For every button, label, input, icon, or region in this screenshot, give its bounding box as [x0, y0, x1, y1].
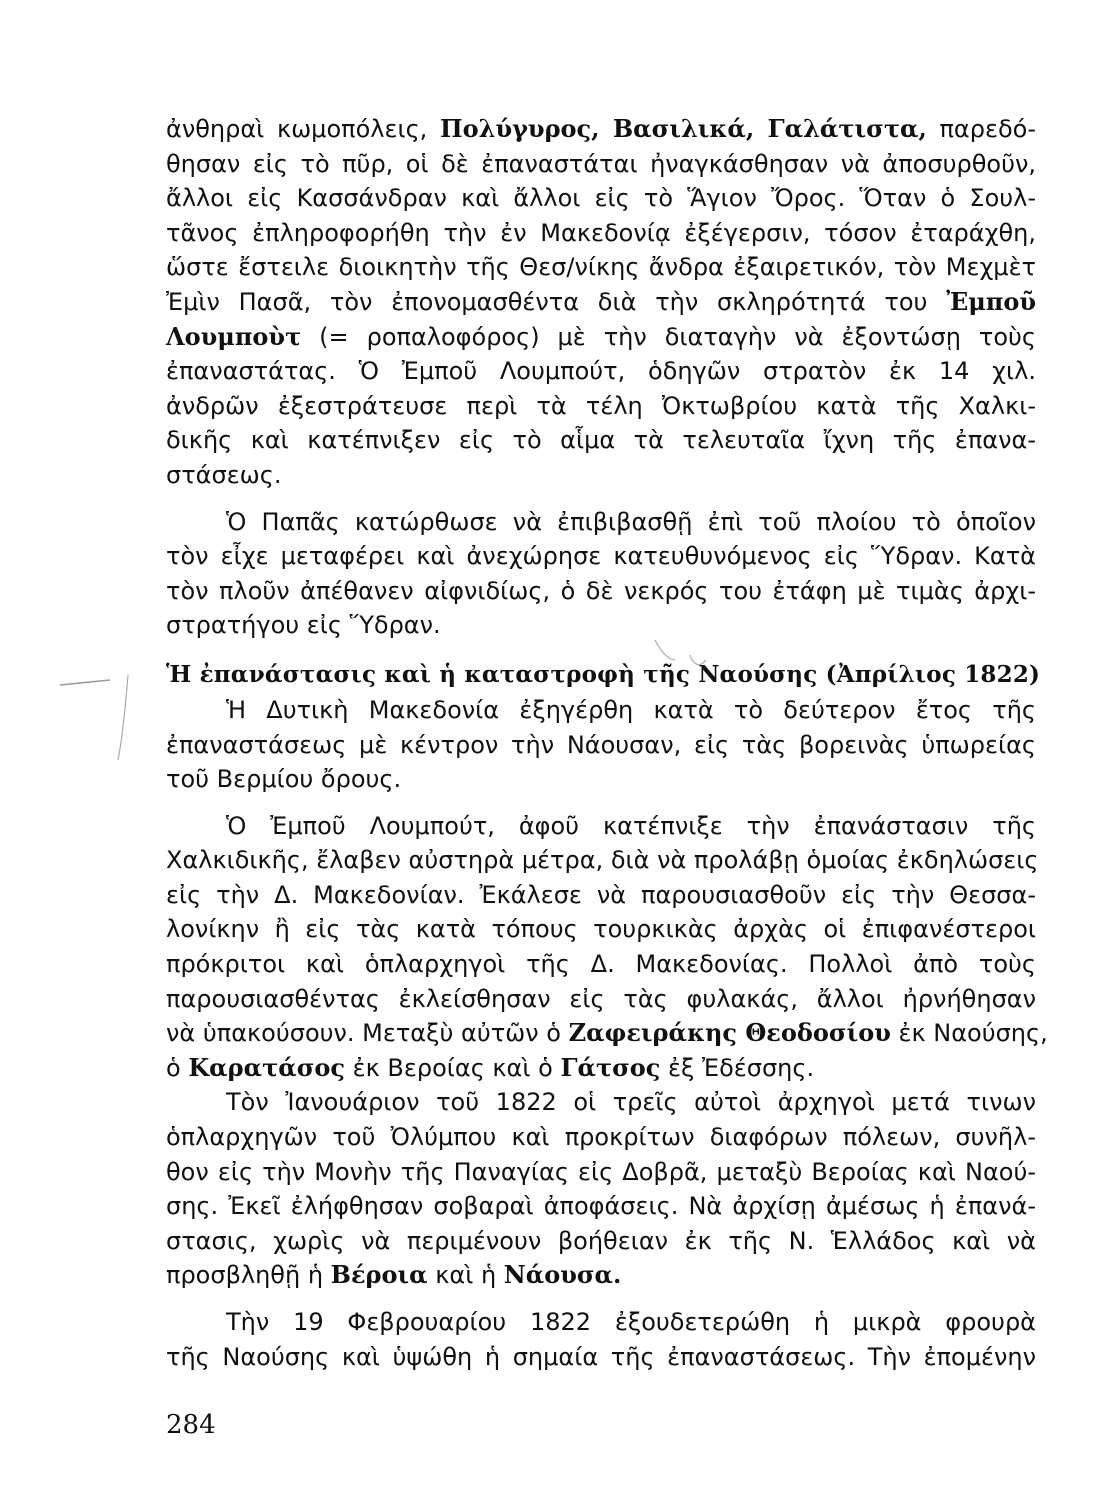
- text-line: [166, 1305, 1036, 1340]
- text-line: [166, 982, 1036, 1017]
- text-span: ἀνθηραὶ κωμοπόλεις,: [166, 115, 440, 143]
- text-line: [166, 843, 1039, 878]
- text-span: ἐπαναστάσεως μὲ κέντρον τὴν Νάουσαν, εἰς τὰς βορεινὰς ὑπωρείας: [166, 730, 1036, 759]
- text-span: προσβληθῇ ἡ: [166, 1261, 331, 1290]
- pencil-dash-mark: [60, 680, 110, 685]
- text-span: ἐκ Ναούσης,: [890, 1019, 1048, 1048]
- text-line: [166, 809, 1036, 844]
- paragraph-5: [166, 1085, 1036, 1293]
- bold-text: Ζαφειράκης Θεοδοσίου: [568, 1018, 891, 1048]
- text-span: Χαλκιδικῆς, ἔλαβεν αὐστηρὰ μέτρα, διὰ νὰ προλάβῃ ὁμοίας ἐκδηλώσεις: [166, 846, 1039, 875]
- text-span: (= ροπαλοφόρος) μὲ τὴν διαταγὴν νὰ ἐξοντώσῃ τοὺς: [301, 322, 1036, 351]
- text-line: [166, 1155, 1036, 1190]
- bold-text: Πολύγυρος, Βασιλικά, Γαλάτιστα,: [439, 114, 927, 143]
- text-span: θησαν εἰς τὸ πῦρ, οἱ δὲ ἐπαναστάται ἠναγκάσθησαν νὰ ἀποσυρθοῦν,: [166, 149, 1036, 178]
- text-line: [166, 947, 1036, 982]
- text-line: [166, 147, 1036, 182]
- text-span: στασις, χωρὶς νὰ περιμένουν βοήθειαν ἐκ τῆς Ν. Ἑλλάδος καὶ νὰ: [166, 1226, 1036, 1255]
- text-span: ὁπλαρχηγῶν τοῦ Ὀλύμπου καὶ προκρίτων διαφόρων πόλεων, συνῆλ-: [166, 1123, 1036, 1152]
- bold-text: Νάουσα.: [503, 1260, 622, 1290]
- page-body: [166, 112, 1048, 1374]
- text-line: [166, 389, 1036, 424]
- text-span: τὸν εἶχε μεταφέρει καὶ ἀνεχώρησε κατευθυνόμενος εἰς Ὕδραν. Κατὰ: [166, 542, 1036, 571]
- text-span: ὁ: [166, 1053, 189, 1082]
- text-line: [166, 1224, 1036, 1259]
- text-span: νὰ ὑπακούσουν. Μεταξὺ αὐτῶν ὁ: [166, 1019, 569, 1048]
- text-span: καὶ ἡ: [427, 1261, 504, 1290]
- text-line: [166, 728, 1036, 763]
- text-line: [166, 878, 1036, 913]
- paragraph-6: [166, 1305, 1036, 1374]
- text-span: ἄλλοι εἰς Κασσάνδραν καὶ ἄλλοι εἰς τὸ Ἅγιον Ὄρος. Ὅταν ὁ Σουλ-: [166, 184, 1036, 213]
- text-line: [166, 216, 1036, 251]
- text-span: ἀνδρῶν ἐξεστράτευσε περὶ τὰ τέλη Ὀκτωβρίου κατὰ τῆς Χαλκι-: [166, 391, 1036, 420]
- text-span: λονίκην ἢ εἰς τὰς κατὰ τόπους τουρκικὰς ἀρχὰς οἱ ἐπιφανέστεροι: [166, 915, 1036, 944]
- text-line: [166, 1051, 1036, 1086]
- text-span: τᾶνος ἐπληροφορήθη τὴν ἐν Μακεδονίᾳ ἐξέγερσιν, τόσον ἐταράχθη,: [166, 218, 1036, 247]
- text-line: [166, 912, 1036, 947]
- text-span: δικῆς καὶ κατέπνιξεν εἰς τὸ αἷμα τὰ τελευταῖα ἴχνη τῆς ἐπανα-: [166, 426, 1036, 455]
- text-span: τὸν πλοῦν ἀπέθανεν αἰφνιδίως, ὁ δὲ νεκρός του ἐτάφη μὲ τιμὰς ἀρχι-: [166, 576, 1036, 605]
- text-span: εἰς τὴν Δ. Μακεδονίαν. Ἐκάλεσε νὰ παρουσιασθοῦν εἰς τὴν Θεσσα-: [166, 880, 1036, 909]
- paragraph-1: [166, 112, 1036, 493]
- paragraph-3: [166, 693, 1036, 797]
- text-span: σης. Ἐκεῖ ἐλήφθησαν σοβαραὶ ἀποφάσεις. Νὰ ἀρχίσῃ ἀμέσως ἡ ἐπανά-: [166, 1192, 1036, 1221]
- bold-text: Βέροια: [330, 1260, 428, 1290]
- text-line: [166, 574, 1036, 609]
- text-line: [166, 250, 1036, 285]
- text-span: Τὸν Ἰανουάριον τοῦ 1822 οἱ τρεῖς αὐτοὶ ἀρχηγοὶ μετά τινων: [226, 1088, 1036, 1117]
- text-span: τῆς Ναούσης καὶ ὑψώθη ἡ σημαία τῆς ἐπαναστάσεως. Τὴν ἐπομένην: [166, 1342, 1036, 1371]
- text-line: [166, 320, 1036, 355]
- text-line: [166, 458, 1036, 493]
- text-line: [166, 539, 1036, 574]
- text-line: [166, 423, 1036, 458]
- text-line: [166, 608, 1036, 643]
- text-span: θον εἰς τὴν Μονὴν τῆς Παναγίας εἰς Δοβρᾶ, μεταξὺ Βεροίας καὶ Ναού-: [166, 1157, 1036, 1186]
- text-line: [166, 1120, 1036, 1155]
- text-line: [166, 354, 1036, 389]
- text-span: στρατήγου εἰς Ὕδραν.: [166, 611, 441, 640]
- text-line: [166, 505, 1036, 540]
- text-span: πρόκριτοι καὶ ὁπλαρχηγοὶ τῆς Δ. Μακεδονίας. Πολλοὶ ἀπὸ τοὺς: [166, 950, 1036, 979]
- section-heading: Ἡ ἐπανάστασις καὶ ἡ καταστροφὴ τῆς Ναούσης (Ἀπρίλιος 1822): [166, 660, 1041, 688]
- text-line: [166, 1016, 1048, 1051]
- text-line: [166, 693, 1036, 728]
- paragraph-2: [166, 505, 1036, 643]
- text-span: τοῦ Βερμίου ὄρους.: [166, 765, 402, 794]
- text-span: Ἡ Δυτικὴ Μακεδονία ἐξηγέρθη κατὰ τὸ δεύτερον ἔτος τῆς: [226, 695, 1036, 724]
- bold-text: Λουμποὺτ: [166, 321, 302, 351]
- text-span: ἐκ Βεροίας καὶ ὁ: [345, 1053, 561, 1082]
- text-span: Ὁ Παπᾶς κατώρθωσε νὰ ἐπιβιβασθῇ ἐπὶ τοῦ πλοίου τὸ ὁποῖον: [226, 507, 1036, 536]
- text-line: [166, 181, 1036, 216]
- text-line: [166, 1258, 1036, 1293]
- text-line: [166, 285, 1036, 320]
- text-span: ἐπαναστάτας. Ὁ Ἐμποῦ Λουμπούτ, ὁδηγῶν στρατὸν ἐκ 14 χιλ.: [166, 357, 1036, 386]
- page-number: 284: [166, 1410, 216, 1440]
- text-span: Ὁ Ἐμποῦ Λουμπούτ, ἀφοῦ κατέπνιξε τὴν ἐπανάστασιν τῆς: [226, 811, 1036, 840]
- pencil-line-mark: [118, 675, 128, 760]
- text-line: [166, 112, 1036, 147]
- bold-text: Γάτσος: [560, 1052, 661, 1082]
- text-line: [166, 1189, 1036, 1224]
- text-span: ὥστε ἔστειλε διοικητὴν τῆς Θεσ/νίκης ἄνδρα ἐξαιρετικόν, τὸν Μεχμὲτ: [166, 253, 1036, 282]
- text-span: παρεδό-: [926, 115, 1036, 143]
- paragraph-4: [166, 809, 1048, 1086]
- text-span: παρουσιασθέντας ἐκλείσθησαν εἰς τὰς φυλακάς, ἄλλοι ἠρνήθησαν: [166, 984, 1036, 1013]
- text-span: Ἐμὶν Πασᾶ, τὸν ἐπονομασθέντα διὰ τὴν σκληρότητά του: [166, 287, 947, 316]
- bold-text: Καρατάσος: [188, 1052, 346, 1082]
- text-line: [166, 1085, 1036, 1120]
- text-span: στάσεως.: [166, 460, 282, 489]
- text-line: [166, 762, 1036, 797]
- bold-text: Ἐμποῦ: [946, 286, 1036, 316]
- text-line: [166, 1340, 1036, 1375]
- text-span: ἐξ Ἐδέσσης.: [660, 1053, 815, 1082]
- text-span: Τὴν 19 Φεβρουαρίου 1822 ἐξουδετερώθη ἡ μικρὰ φρουρὰ: [226, 1308, 1036, 1336]
